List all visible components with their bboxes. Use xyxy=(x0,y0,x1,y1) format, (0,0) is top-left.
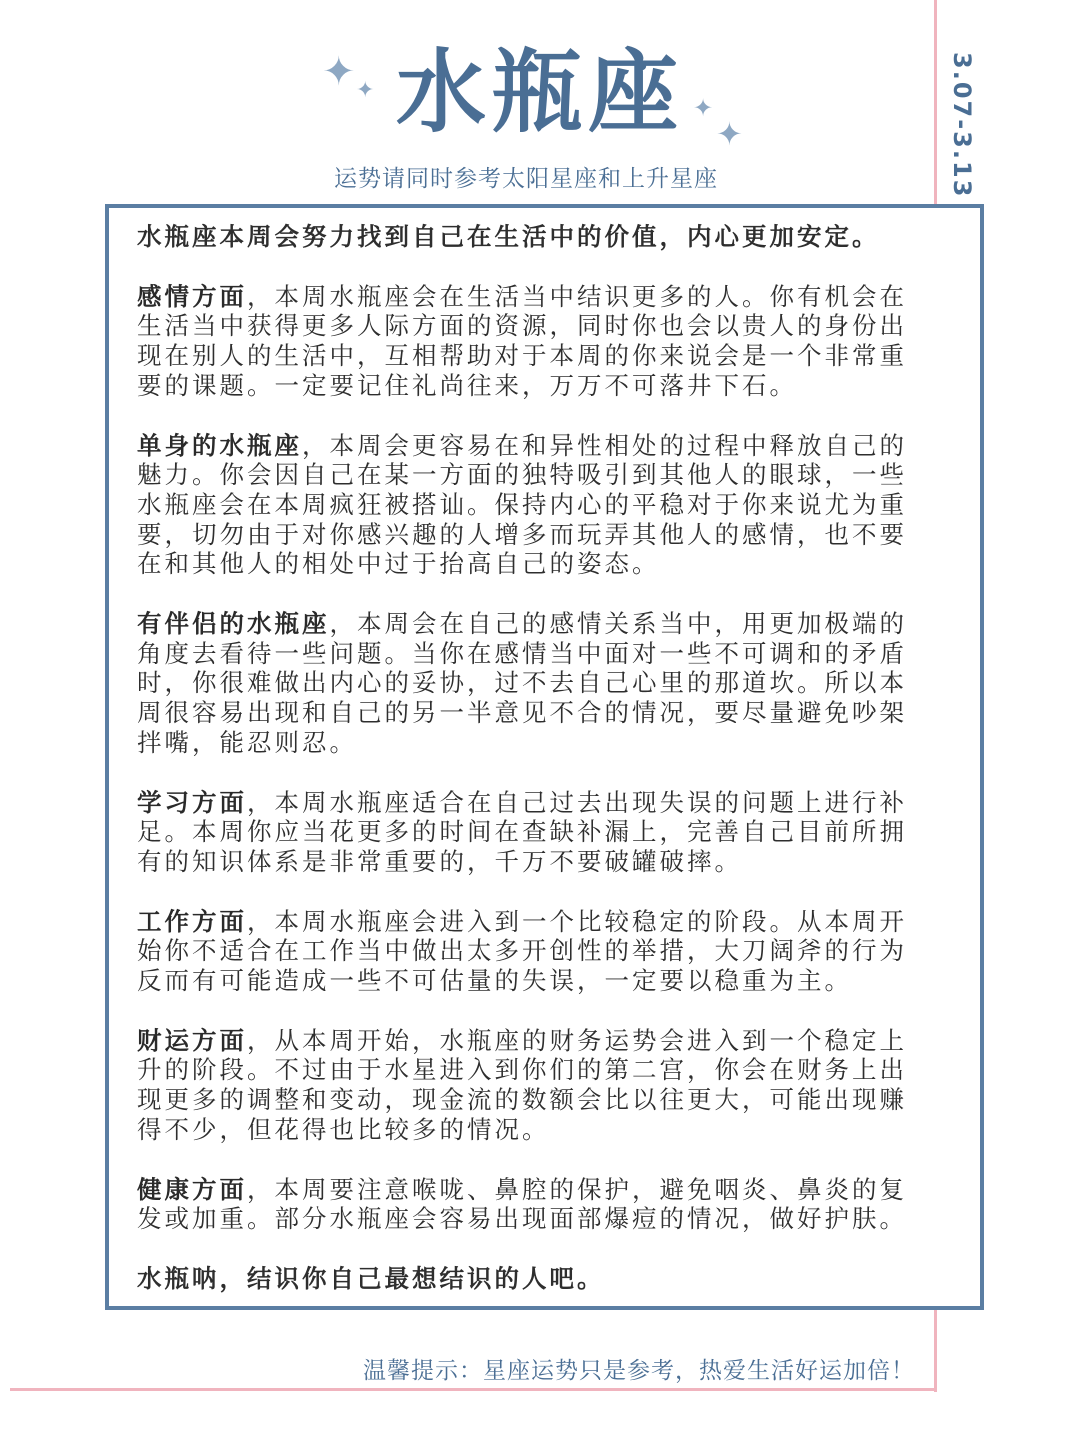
section-wealth xyxy=(137,1026,927,1145)
closing-sentence: 水瓶呐，结识你自己最想结识的人吧。 xyxy=(137,1263,605,1293)
section-heading: 单身的水瓶座 xyxy=(137,430,302,460)
section-study xyxy=(137,788,927,877)
sparkle-icon: ✦ xyxy=(356,78,375,103)
pink-horizontal-line xyxy=(10,1388,937,1391)
sparkle-icon: ✦ xyxy=(693,94,714,122)
sparkle-icon: ✦ xyxy=(716,115,743,153)
footer-note: 温馨提示：星座运势只是参考，热爱生活好运加倍！ xyxy=(363,1358,915,1384)
date-range: 3.07-3.13 xyxy=(948,52,976,199)
section-text: ，从本周开始，水瓶座的财务运势会进入到一个稳定上升的阶段。不过由于水星进入到你们的第二宫，你会在财务上出现更多的调整和变动，现金流的数额会比以往更大，可能出现赚得不少，但花得也比较多的情况。 xyxy=(137,1025,907,1144)
section-text: ，本周水瓶座会进入到一个比较稳定的阶段。从本周开始你不适合在工作当中做出太多开创性的举措，大刀阔斧的行为反而有可能造成一些不可估量的失误，一定要以稳重为主。 xyxy=(137,906,907,996)
section-partnered xyxy=(137,609,927,758)
page-title: 水瓶座 xyxy=(396,40,684,145)
horoscope-text xyxy=(137,222,927,1294)
section-heading: 有伴侣的水瓶座 xyxy=(137,609,330,639)
section-text: ，本周会更容易在和异性相处的过程中释放自己的魅力。你会因自己在某一方面的独特吸引到其他人的眼球，一些水瓶座会在本周疯狂被搭讪。保持内心的平稳对于你来说尤为重要，切勿由于对你感兴趣的人增多而玩弄其他人的感情，也不要在和其他人的相处中过于抬高自己的姿态。 xyxy=(137,430,907,579)
sparkle-icon: ✦ xyxy=(322,49,356,95)
section-text: ，本周要注意喉咙、鼻腔的保护，避免咽炎、鼻炎的复发或加重。部分水瓶座会容易出现面部爆痘的情况，做好护肤。 xyxy=(137,1174,907,1234)
section-health xyxy=(137,1175,927,1234)
section-single xyxy=(137,431,927,580)
section-work xyxy=(137,907,927,996)
section-text: ，本周水瓶座适合在自己过去出现失误的问题上进行补足。本周你应当花更多的时间在查缺补漏上，完善自己目前所拥有的知识体系是非常重要的，千万不要破罐破摔。 xyxy=(137,787,907,876)
lead-sentence: 水瓶座本周会努力找到自己在生活中的价值，内心更加安定。 xyxy=(137,222,880,251)
section-heading: 感情方面 xyxy=(137,281,247,311)
section-love xyxy=(137,282,927,401)
section-text: ，本周会在自己的感情关系当中，用更加极端的角度去看待一些问题。当你在感情当中面对一些不可调和的矛盾时，你很难做出内心的妥协，过不去自己心里的那道坎。所以本周很容易出现和自己的另一半意见不合的情况，要尽量避免吵架拌嘴，能忍则忍。 xyxy=(137,609,907,757)
section-heading: 健康方面 xyxy=(137,1174,247,1204)
section-heading: 工作方面 xyxy=(137,906,247,936)
content-box xyxy=(105,204,984,1310)
section-heading: 财运方面 xyxy=(137,1025,247,1055)
section-text: ，本周水瓶座会在生活当中结识更多的人。你有机会在生活当中获得更多人际方面的资源，同时你也会以贵人的身份出现在别人的生活中，互相帮助对于本周的你来说会是一个非常重要的课题。一定要记住礼尚往来，万万不可落井下石。 xyxy=(137,281,907,400)
subtitle: 运势请同时参考太阳星座和上升星座 xyxy=(334,166,718,192)
section-heading: 学习方面 xyxy=(137,787,247,817)
